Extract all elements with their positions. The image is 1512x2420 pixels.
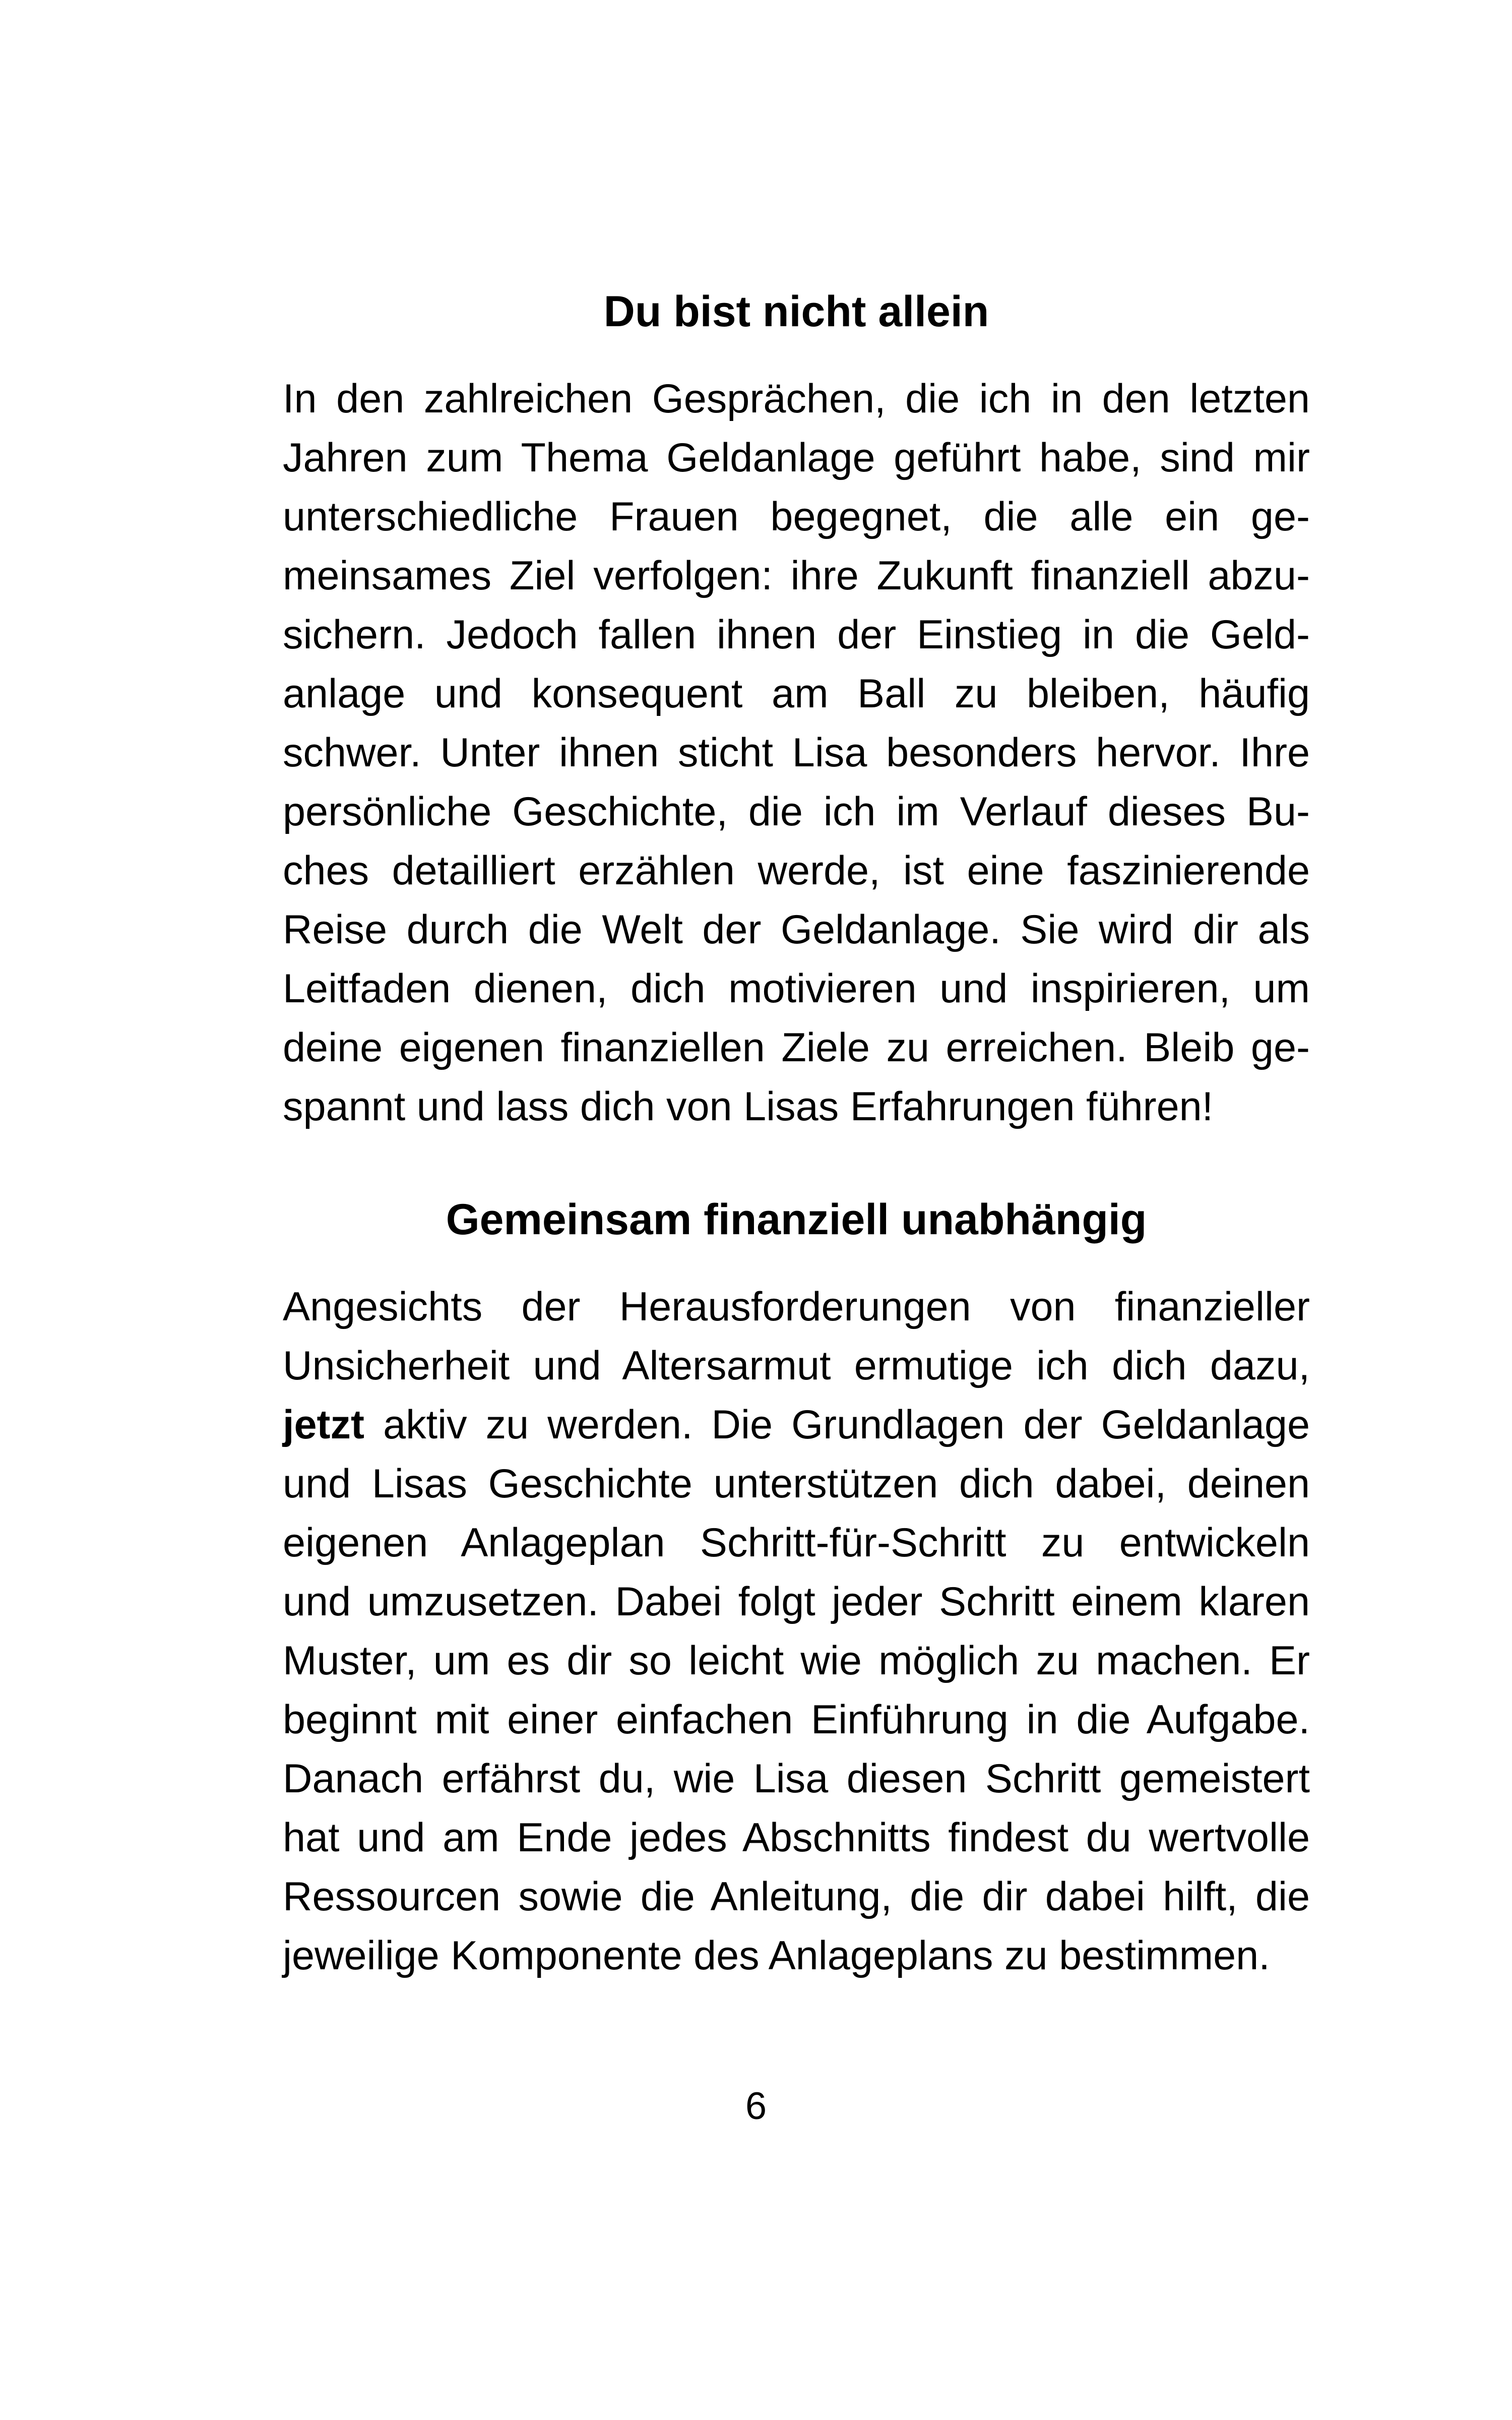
text-line: spannt und lass dich von Lisas Erfahrungen führen! xyxy=(283,1084,1214,1129)
paragraph-gemeinsam-finanziell-unabhaengig xyxy=(283,1278,1310,1985)
text-line: Angesichts der Herausforderungen von finanzieller xyxy=(283,1284,1310,1329)
section-heading-du-bist-nicht-allein: Du bist nicht allein xyxy=(603,287,989,336)
text-line: Danach erfährst du, wie Lisa diesen Schritt gemeistert xyxy=(283,1756,1310,1801)
section-heading-gemeinsam-finanziell-unabhaengig: Gemeinsam finanziell unabhängig xyxy=(446,1195,1147,1244)
text-line xyxy=(283,1396,1310,1455)
text-line: sichern. Jedoch fallen ihnen der Einstieg in die Geld- xyxy=(283,612,1310,657)
text-line: und Lisas Geschichte unterstützen dich dabei, deinen xyxy=(283,1461,1310,1506)
paragraph-du-bist-nicht-allein xyxy=(283,370,1310,1136)
text-line: Leitfaden dienen, dich motivieren und inspirieren, um xyxy=(283,966,1310,1011)
text-line: Muster, um es dir so leicht wie möglich zu machen. Er xyxy=(283,1638,1310,1683)
text-line: unterschiedliche Frauen begegnet, die alle ein ge- xyxy=(283,494,1310,539)
text-line: und umzusetzen. Dabei folgt jeder Schritt einem klaren xyxy=(283,1579,1310,1624)
text-line: meinsames Ziel verfolgen: ihre Zukunft finanziell abzu- xyxy=(283,553,1310,598)
text-line: hat und am Ende jedes Abschnitts findest du wertvolle xyxy=(283,1815,1310,1860)
text-line: beginnt mit einer einfachen Einführung in die Aufgabe. xyxy=(283,1697,1310,1742)
text-line: deine eigenen finanziellen Ziele zu erreichen. Bleib ge- xyxy=(283,1025,1310,1070)
text-line: Reise durch die Welt der Geldanlage. Sie wird dir als xyxy=(283,907,1310,952)
text-line: Jahren zum Thema Geldanlage geführt habe, sind mir xyxy=(283,435,1310,480)
text-line: persönliche Geschichte, die ich im Verlauf dieses Bu- xyxy=(283,789,1310,834)
text-run: aktiv zu werden. Die Grundlagen der Geldanlage xyxy=(364,1402,1310,1447)
text-line: In den zahlreichen Gesprächen, die ich in den letzten xyxy=(283,376,1310,421)
page-content xyxy=(283,287,1310,1985)
text-line: jeweilige Komponente des Anlageplans zu bestimmen. xyxy=(283,1933,1270,1978)
text-line: eigenen Anlageplan Schritt-für-Schritt zu entwickeln xyxy=(283,1520,1310,1565)
text-line: Ressourcen sowie die Anleitung, die dir dabei hilft, die xyxy=(283,1874,1310,1919)
text-line: ches detailliert erzählen werde, ist eine faszinierende xyxy=(283,848,1310,893)
emphasis-jetzt: jetzt xyxy=(283,1402,364,1447)
text-line: anlage und konsequent am Ball zu bleiben, häufig xyxy=(283,671,1310,716)
page-number: 6 xyxy=(745,2085,767,2128)
text-line: schwer. Unter ihnen sticht Lisa besonders hervor. Ihre xyxy=(283,730,1310,775)
text-line: Unsicherheit und Altersarmut ermutige ich dich dazu, xyxy=(283,1343,1310,1388)
